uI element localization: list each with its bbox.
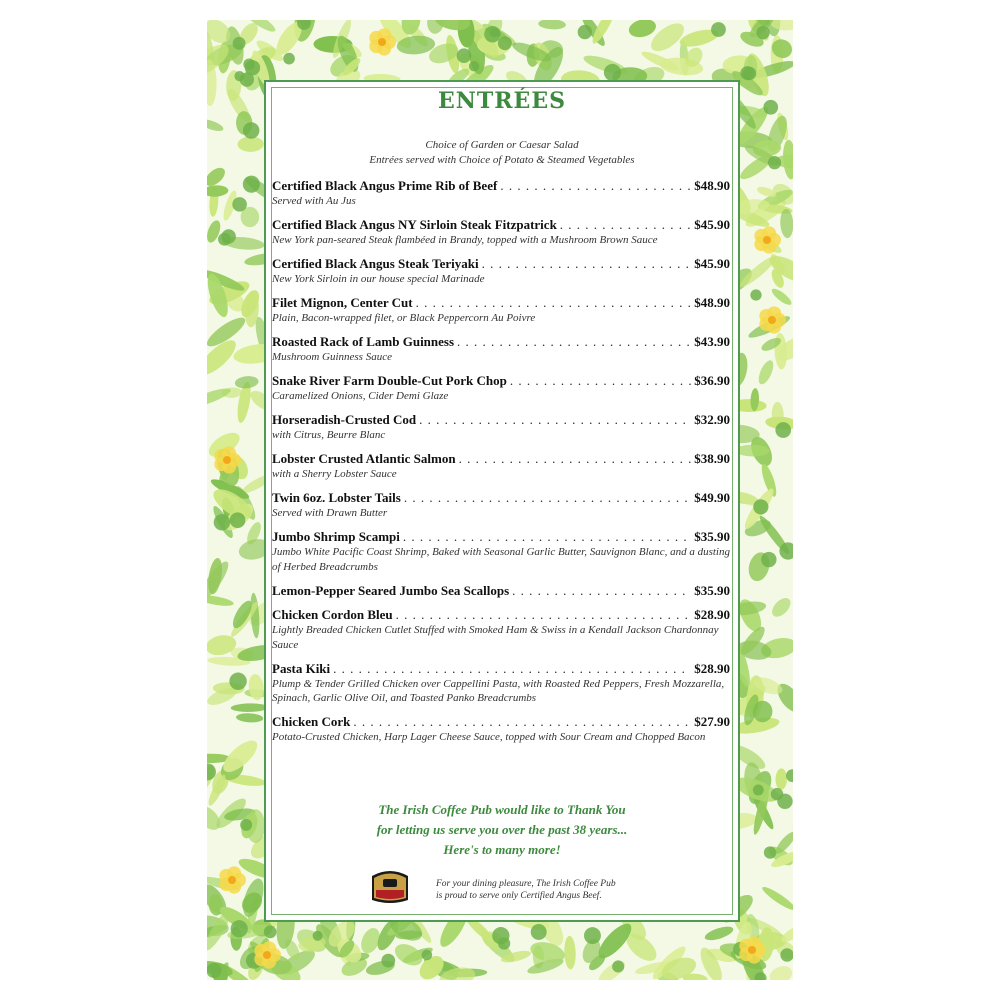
menu-item-price: $49.90 [694, 490, 730, 505]
dot-leader [419, 412, 691, 428]
menu-item [272, 661, 730, 706]
subtitle-line: Choice of Garden or Caesar Salad [425, 139, 579, 151]
dot-leader [403, 529, 691, 545]
menu-item-description: Served with Drawn Butter [272, 507, 388, 519]
menu-item [272, 334, 730, 365]
menu-item-description: Mushroom Guinness Sauce [272, 351, 392, 363]
dot-leader [333, 661, 691, 677]
menu-item-description: New York pan-seared Steak flambéed in Brandy, topped with a Mushroom Brown Sauce [272, 234, 658, 246]
menu-item [272, 412, 730, 443]
menu-item-description: Potato-Crusted Chicken, Harp Lager Cheese Sauce, topped with Sour Cream and Chopped Bacon [272, 731, 706, 743]
menu-item-name: Horseradish-Crusted Cod [272, 412, 417, 427]
menu-item-price: $28.90 [694, 607, 730, 622]
menu-item-price: $35.90 [694, 582, 730, 598]
menu-item-price: $32.90 [694, 412, 730, 427]
menu-item-name: Jumbo Shrimp Scampi [272, 529, 400, 544]
menu-item [272, 714, 730, 745]
dot-leader [459, 451, 692, 467]
menu-item-row [272, 661, 730, 677]
menu-item-description: Plain, Bacon-wrapped filet, or Black Peppercorn Au Poivre [272, 312, 536, 324]
menu-item-name: Lobster Crusted Atlantic Salmon [272, 451, 456, 466]
menu-item [272, 256, 730, 287]
certified-angus-beef-logo [368, 866, 412, 906]
menu-item-row [272, 490, 730, 506]
menu-item-price: $48.90 [694, 178, 730, 193]
menu-item-row [272, 451, 730, 467]
menu-poster [207, 20, 793, 980]
menu-item [272, 373, 730, 404]
menu-item-row [272, 334, 730, 350]
thank-you-line: for letting us serve you over the past 38 years... [376, 822, 628, 837]
menu-item [272, 490, 730, 521]
menu-item [272, 583, 730, 599]
menu-item-price: $48.90 [694, 295, 730, 310]
dot-leader [560, 217, 691, 233]
menu-item-name: Certified Black Angus NY Sirloin Steak Fitzpatrick [272, 217, 557, 232]
menu-item [272, 607, 730, 652]
dot-leader [512, 583, 691, 599]
menu-item-name: Snake River Farm Double-Cut Pork Chop [272, 373, 507, 388]
footer-note [436, 878, 616, 902]
menu-item [272, 529, 730, 574]
dot-leader [404, 490, 691, 506]
menu-item-name: Roasted Rack of Lamb Guinness [272, 334, 455, 349]
menu-item-description: Lightly Breaded Chicken Cutlet Stuffed with Smoked Ham & Swiss in a Kendall Jackson Chardonnay Sauce [272, 624, 719, 651]
menu-item-name: Pasta Kiki [272, 660, 331, 676]
menu-item-price: $36.90 [694, 373, 730, 388]
menu-item-price: $38.90 [694, 451, 730, 466]
menu-item-row [272, 607, 730, 623]
menu-item [272, 178, 730, 209]
menu-item-row [272, 178, 730, 194]
menu-item-row [272, 412, 730, 428]
menu-item-description: New York Sirloin in our house special Marinade [272, 273, 485, 285]
menu-item-description: Served with Au Jus [272, 195, 356, 207]
menu-item-price: $35.90 [694, 529, 730, 544]
dot-leader [500, 178, 691, 194]
menu-item-row [272, 256, 730, 272]
subtitle-line: Entrées served with Choice of Potato & Steamed Vegetables [369, 153, 635, 166]
dot-leader [353, 714, 691, 730]
thank-you-line: Here's to many more! [443, 842, 561, 857]
dot-leader [416, 295, 692, 311]
menu-item-row [272, 217, 730, 233]
footer-line: For your dining pleasure, The Irish Coffee Pub [436, 879, 616, 889]
menu-item-name: Chicken Cork [272, 714, 351, 729]
dot-leader [482, 256, 692, 272]
menu-card [264, 80, 740, 922]
menu-item-description: with Citrus, Beurre Blanc [272, 429, 386, 441]
menu-item-price: $45.90 [694, 256, 730, 271]
menu-item-row [272, 714, 730, 730]
menu-item-name: Certified Black Angus Prime Rib of Beef [272, 178, 498, 193]
menu-item [272, 295, 730, 326]
menu-item-description: with a Sherry Lobster Sauce [272, 468, 397, 480]
menu-item-price: $28.90 [694, 660, 730, 676]
menu-item-row [272, 373, 730, 389]
menu-item [272, 217, 730, 248]
thank-you-message [266, 800, 738, 860]
dot-leader [510, 373, 691, 389]
menu-item-name: Chicken Cordon Bleu [272, 607, 393, 622]
menu-item-name: Lemon-Pepper Seared Jumbo Sea Scallops [272, 582, 510, 598]
menu-item-name: Certified Black Angus Steak Teriyaki [272, 256, 479, 271]
menu-item-description: Plump & Tender Grilled Chicken over Cappellini Pasta, with Roasted Red Peppers, Fresh Mozzarella, Spinach, Garlic Olive Oil, and Toasted Panko Breadcrumbs [272, 677, 725, 704]
menu-item-price: $27.90 [694, 714, 730, 729]
dot-leader [457, 334, 691, 350]
subtitle-block [266, 138, 738, 167]
menu-item-price: $45.90 [694, 217, 730, 232]
dot-leader [396, 607, 692, 623]
menu-item-description: Jumbo White Pacific Coast Shrimp, Baked with Seasonal Garlic Butter, Sauvignon Blanc, and a dusting of Herbed Breadcrumbs [272, 546, 730, 573]
menu-item-row [272, 529, 730, 545]
menu-item-price: $43.90 [694, 334, 730, 349]
page-title: ENTRÉES [438, 88, 566, 114]
entree-list [272, 178, 730, 753]
menu-item-row [272, 295, 730, 311]
footer-line: is proud to serve only Certified Angus Beef. [436, 891, 602, 901]
menu-item-name: Filet Mignon, Center Cut [272, 295, 413, 310]
menu-item-name: Twin 6oz. Lobster Tails [272, 490, 401, 505]
menu-item-row [272, 583, 730, 599]
thank-you-line: The Irish Coffee Pub would like to Thank You [378, 802, 626, 817]
menu-item-description: Caramelized Onions, Cider Demi Glaze [272, 390, 449, 402]
menu-item [272, 451, 730, 482]
